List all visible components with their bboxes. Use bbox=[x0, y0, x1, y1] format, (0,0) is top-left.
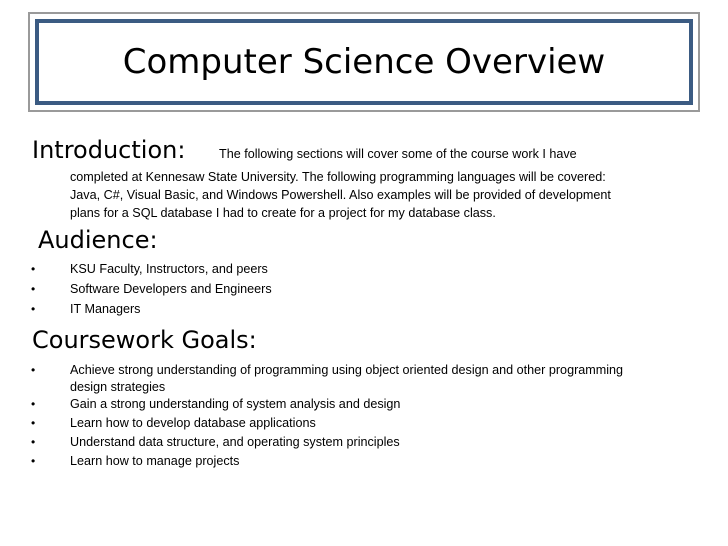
audience-heading: Audience: bbox=[38, 226, 158, 254]
goal-item-line: design strategies bbox=[70, 380, 166, 394]
introduction-paragraph bbox=[70, 168, 710, 222]
introduction-heading: Introduction: bbox=[32, 136, 186, 164]
audience-item: KSU Faculty, Instructors, and peers bbox=[70, 262, 268, 276]
introduction-line: completed at Kennesaw State University. The following programming languages will be covered: bbox=[70, 170, 606, 184]
bullet-icon: • bbox=[31, 397, 36, 411]
introduction-line: Java, C#, Visual Basic, and Windows Powershell. Also examples will be provided of development bbox=[70, 188, 611, 202]
bullet-icon: • bbox=[31, 302, 36, 316]
goal-item: Gain a strong understanding of system analysis and design bbox=[70, 397, 401, 411]
bullet-icon: • bbox=[31, 282, 36, 296]
bullet-icon: • bbox=[31, 435, 36, 449]
goal-item: Learn how to manage projects bbox=[70, 454, 240, 468]
goal-item: Learn how to develop database applications bbox=[70, 416, 316, 430]
audience-item: IT Managers bbox=[70, 302, 141, 316]
goal-item: Understand data structure, and operating system principles bbox=[70, 435, 400, 449]
bullet-icon: • bbox=[31, 454, 36, 468]
bullet-icon: • bbox=[31, 262, 36, 276]
goal-item bbox=[70, 362, 670, 396]
bullet-icon: • bbox=[31, 363, 36, 377]
introduction-line: plans for a SQL database I had to create for a project for my database class. bbox=[70, 206, 496, 220]
bullet-icon: • bbox=[31, 416, 36, 430]
introduction-first-line: The following sections will cover some of the course work I have bbox=[219, 147, 577, 161]
slide-title: Computer Science Overview bbox=[122, 42, 606, 82]
audience-item: Software Developers and Engineers bbox=[70, 282, 272, 296]
goal-item-line: Achieve strong understanding of programming using object oriented design and other programming bbox=[70, 363, 624, 377]
coursework-goals-heading: Coursework Goals: bbox=[32, 326, 257, 354]
